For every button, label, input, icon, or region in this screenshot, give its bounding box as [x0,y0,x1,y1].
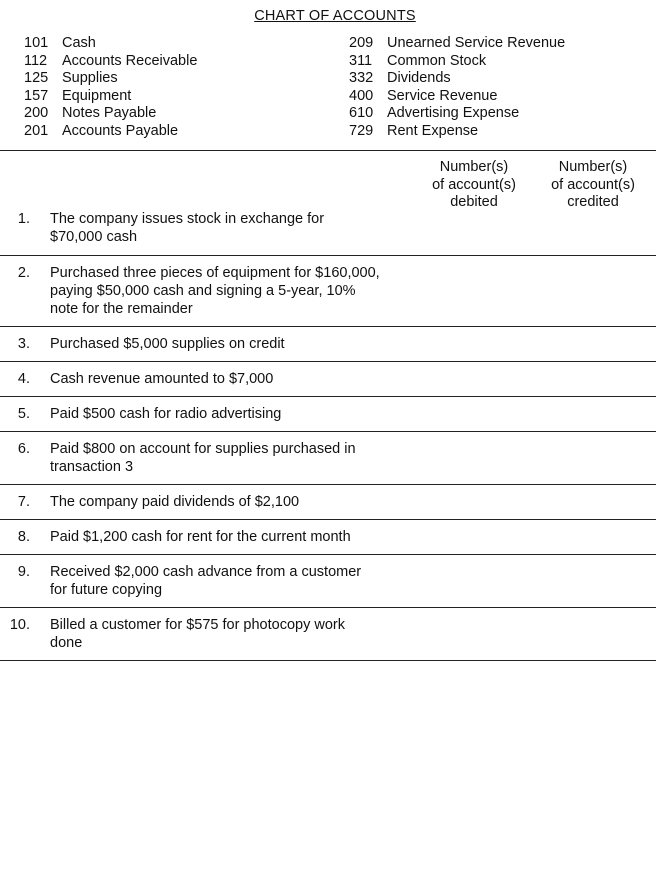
account-name: Dividends [387,70,451,87]
account-number: 400 [349,87,374,104]
account-number: 610 [349,105,374,122]
account-name: Cash [62,35,96,51]
transaction-row [0,256,656,327]
transaction-description: The company paid dividends of $2,100 [50,494,300,510]
account-name: Supplies [62,70,118,87]
account-entry [24,105,197,123]
transaction-description: Purchased three pieces of equipment for $160,000, paying $50,000 cash and signing a 5-year, 10% note for the remainder [50,265,380,317]
account-entry [349,35,565,53]
transaction-number: 2. [17,265,30,281]
transaction-row [0,362,656,397]
account-number: 209 [349,35,374,51]
transaction-description: Cash revenue amounted to $7,000 [50,371,274,387]
debited-column-header: Number(s) of account(s) debited [432,159,516,210]
account-entry [349,70,565,88]
accounts-list-right [349,35,565,141]
account-number: 201 [24,122,49,139]
account-entry [24,35,197,53]
accounts-list-left [24,35,197,141]
transaction-row [0,327,656,362]
transaction-description: Paid $800 on account for supplies purchased in transaction 3 [50,441,356,475]
account-number: 157 [24,87,49,104]
transaction-description: Paid $500 cash for radio advertising [50,406,282,422]
account-entry [349,105,565,123]
account-name: Equipment [62,87,132,104]
account-name: Accounts Receivable [62,52,198,69]
account-entry [24,88,197,106]
transaction-row [0,520,656,555]
transaction-row [0,608,656,661]
transaction-description: Paid $1,200 cash for rent for the current month [50,529,351,545]
transactions-table [0,150,656,661]
account-entry [349,53,565,71]
transaction-description: Received $2,000 cash advance from a customer for future copying [50,564,362,598]
account-entry [349,88,565,106]
transaction-number: 5. [17,406,30,422]
transaction-number: 8. [17,529,30,545]
account-name: Rent Expense [387,122,479,139]
transaction-number: 3. [17,336,30,352]
transaction-row [0,485,656,520]
account-entry [24,53,197,71]
account-name: Advertising Expense [387,105,520,122]
transaction-row [0,397,656,432]
transaction-row [0,555,656,608]
transaction-number: 6. [17,441,30,457]
account-name: Unearned Service Revenue [387,35,566,51]
transaction-description: The company issues stock in exchange for $70,000 cash [50,211,325,245]
transaction-row [0,432,656,485]
account-entry [24,123,197,141]
transaction-number: 7. [17,494,30,510]
transaction-number: 10. [9,617,30,633]
account-number: 332 [349,70,374,87]
transaction-description: Billed a customer for $575 for photocopy work done [50,617,345,651]
transaction-row [0,151,656,256]
transaction-description: Purchased $5,000 supplies on credit [50,336,285,352]
account-name: Accounts Payable [62,122,179,139]
account-number: 112 [24,52,48,69]
account-name: Notes Payable [62,105,157,122]
account-name: Service Revenue [387,87,498,104]
account-number: 101 [24,35,49,51]
transaction-number: 9. [17,564,30,580]
transaction-number: 1. [17,211,30,227]
account-number: 729 [349,122,374,139]
credited-column-header: Number(s) of account(s) credited [551,159,635,210]
transaction-number: 4. [17,371,30,387]
account-number: 200 [24,105,49,122]
account-number: 125 [24,70,49,87]
account-name: Common Stock [387,52,487,69]
account-number: 311 [349,52,373,69]
account-entry [349,123,565,141]
chart-title: CHART OF ACCOUNTS [254,8,416,24]
account-entry [24,70,197,88]
